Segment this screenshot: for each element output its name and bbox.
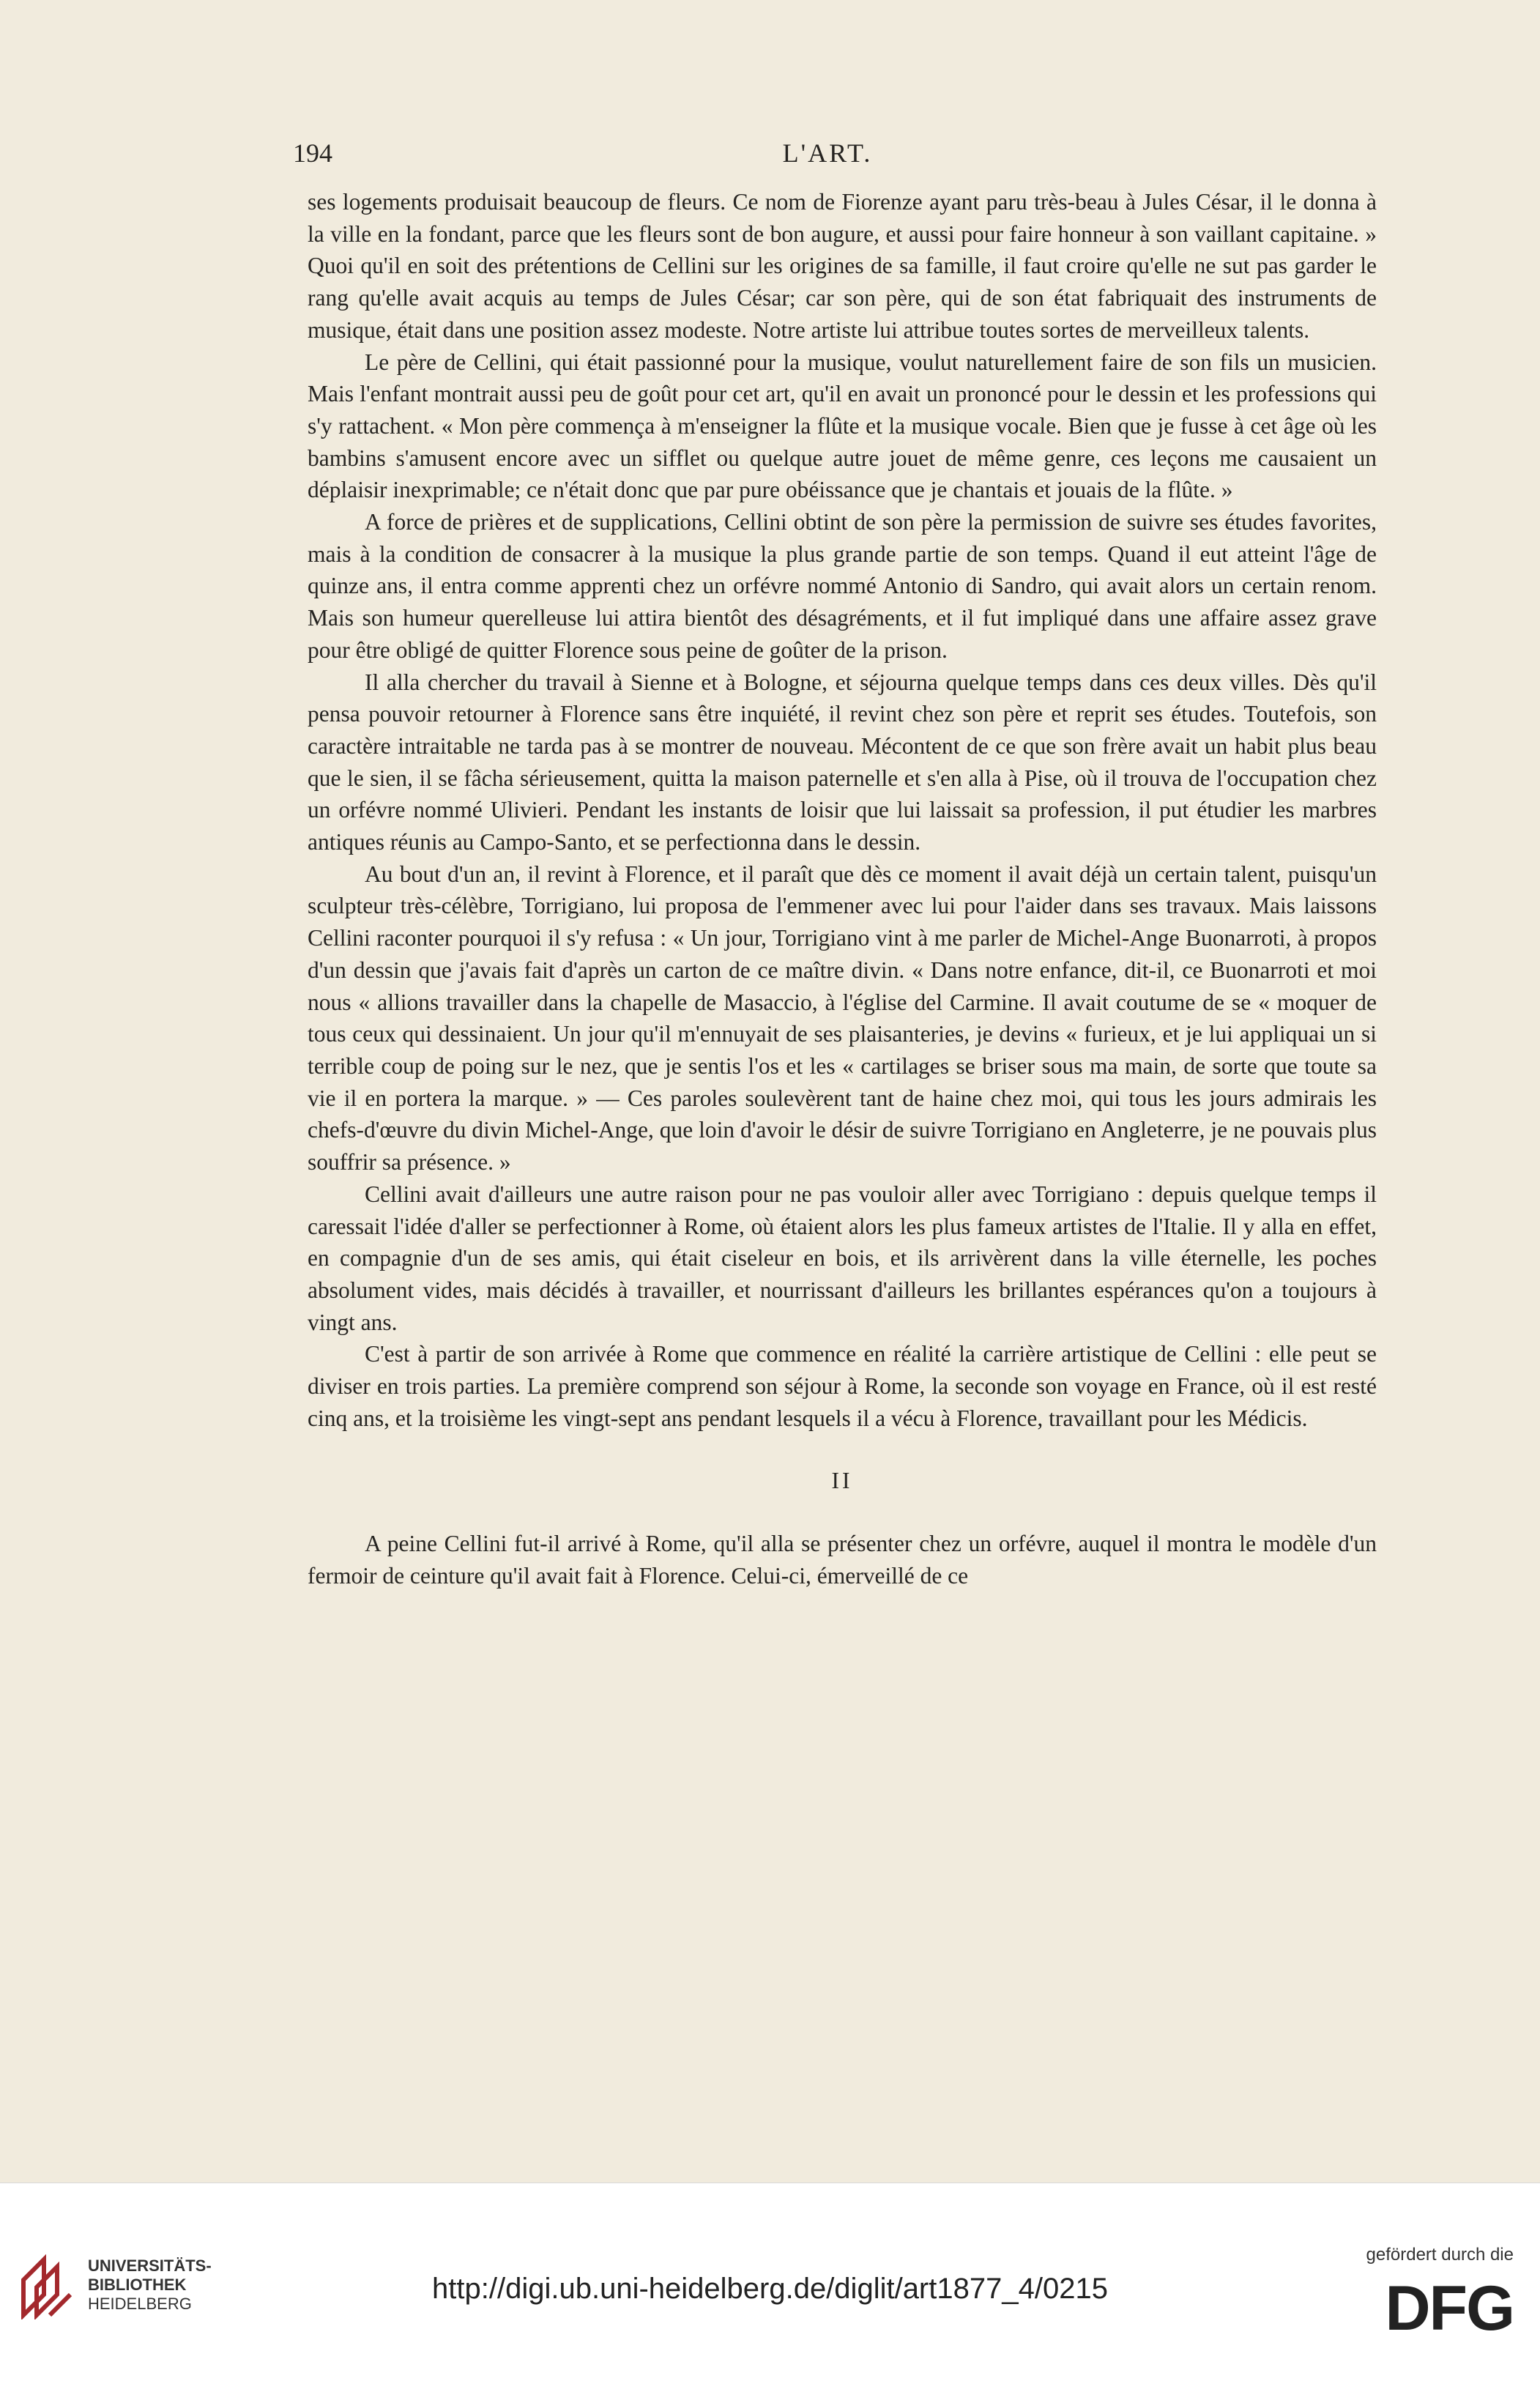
section-number: II	[831, 1468, 853, 1494]
dfg-logo-text: DFG	[1385, 2277, 1514, 2336]
page-number: 194	[293, 138, 332, 168]
article-text	[308, 186, 1377, 1592]
paragraph: Au bout d'un an, il revint à Florence, et il paraît que dès ce moment il avait déjà un certain talent, puisqu'un sculpteur très-célèbre, Torrigiano, lui proposa de l'emmener avec lui pour l'aider dans ses travaux. Mais laissons Cellini raconter pourquoi il s'y refusa : « Un jour, Torrigiano vint à me parler de Michel-Ange Buonarroti, à propos d'un dessin que j'avais fait d'après un carton de ce maître divin. « Dans notre enfance, dit-il, ce Buonarroti et moi nous « allions travailler dans la chapelle de Masaccio, à l'église del Carmine. Il avait coutume de se « moquer de tous ceux qui dessinaient. Un jour qu'il m'ennuyait de ses plaisanteries, je devins « furieux, et je lui appliquai un si terrible coup de poing sur le nez, que je sentis l'os et les « cartilages se briser sous ma main, de sorte que toute sa vie il en portera la marque. » — Ces paroles soulevèrent tant de haine chez moi, qui tous les jours admirais les chefs-d'œuvre du divin Michel-Ange, que loin d'avoir le désir de suivre Torrigiano en Angleterre, je ne pouvais plus souffrir sa présence. »	[308, 861, 1377, 1175]
sponsor-note: gefördert durch die	[1366, 2245, 1514, 2265]
paragraph: Il alla chercher du travail à Sienne et à Bologne, et séjourna quelque temps dans ces deux villes. Dès qu'il pensa pouvoir retourner à Florence sans être inquiété, il revint chez son père et reprit ses études. Toutefois, son caractère intraitable ne tarda pas à se montrer de nouveau. Mécontent de ce que son frère avait un habit plus beau que le sien, il se fâcha sérieusement, quitta la maison paternelle et s'en alla à Pise, où il trouva de l'occupation chez un orfévre nommé Ulivieri. Pendant les instants de loisir que lui laissait sa profession, il put étudier les marbres antiques réunis au Campo-Santo, et se perfectionna dans le dessin.	[308, 669, 1377, 855]
paragraph: Le père de Cellini, qui était passionné pour la musique, voulut naturellement faire de son fils un musicien. Mais l'enfant montrait aussi peu de goût pour cet art, qu'il en avait un prononcé pour le dessin et les professions qui s'y rattachent. « Mon père commença à m'enseigner la flûte et la musique vocale. Bien que je fusse à cet âge où les bambins s'amusent encore avec un sifflet ou quelque autre jouet de même genre, ces leçons me causaient un déplaisir inexprimable; ce n'était donc que par pure obéissance que je chantais et jouais de la flûte. »	[308, 349, 1377, 503]
dfg-logo-icon[interactable]	[1367, 2277, 1514, 2336]
running-head	[293, 138, 1362, 176]
paragraph: Cellini avait d'ailleurs une autre raison pour ne pas vouloir aller avec Torrigiano : depuis quelque temps il caressait l'idée d'aller se perfectionner à Rome, où étaient alors les plus fameux artistes de l'Italie. Il y alla en effet, en compagnie d'un de ses amis, qui était ciseleur en bois, et ils arrivèrent dans la ville éternelle, les poches absolument vides, mais décidés à travailler, et nourrissant d'ailleurs les brillantes espérances qu'on a toujours à vingt ans.	[308, 1181, 1377, 1335]
journal-title: L'ART.	[782, 138, 873, 168]
viewer-footer	[0, 2183, 1540, 2381]
paragraph: C'est à partir de son arrivée à Rome que commence en réalité la carrière artistique de Cellini : elle peut se diviser en trois parties. La première comprend son séjour à Rome, la seconde son voyage en France, où il est resté cinq ans, et la troisième les vingt-sept ans pendant lesquels il a vécu à Florence, travaillant pour les Médicis.	[308, 1341, 1377, 1431]
paragraph: A peine Cellini fut-il arrivé à Rome, qu'il alla se présenter chez un orfévre, auquel il montra le modèle d'un fermoir de ceinture qu'il avait fait à Florence. Celui-ci, émerveillé de ce	[308, 1531, 1377, 1589]
library-name-line: HEIDELBERG	[88, 2295, 192, 2313]
paragraph: A force de prières et de supplications, Cellini obtint de son père la permission de suivre ses études favorites, mais à la condition de consacrer à la musique la plus grande partie de son temps. Quand il eut atteint l'âge de quinze ans, il entra comme apprenti chez un orfévre nommé Antonio di Sandro, qui avait alors un certain renom. Mais son humeur querelleuse lui attira bientôt des désagréments, et il fut impliqué dans une affaire assez grave pour être obligé de quitter Florence sous peine de goûter de la prison.	[308, 509, 1377, 663]
library-name-line: UNIVERSITÄTS-	[88, 2256, 212, 2275]
library-name-line: BIBLIOTHEK	[88, 2276, 187, 2294]
permalink-url[interactable]: http://digi.ub.uni-heidelberg.de/diglit/art1877_4/0215	[432, 2273, 1108, 2305]
paragraph: ses logements produisait beaucoup de fleurs. Ce nom de Fiorenze ayant paru très-beau à Jules César, il le donna à la ville en la fondant, parce que les fleurs sont de bon augure, et aussi pour faire honneur à son vaillant capitaine. » Quoi qu'il en soit des prétentions de Cellini sur les origines de sa famille, il faut croire qu'elle ne sut pas garder le rang qu'elle avait acquis au temps de Jules César; car son père, qui de son état fabriquait des instruments de musique, était dans une position assez modeste. Notre artiste lui attribue toutes sortes de merveilleux talents.	[308, 189, 1377, 343]
